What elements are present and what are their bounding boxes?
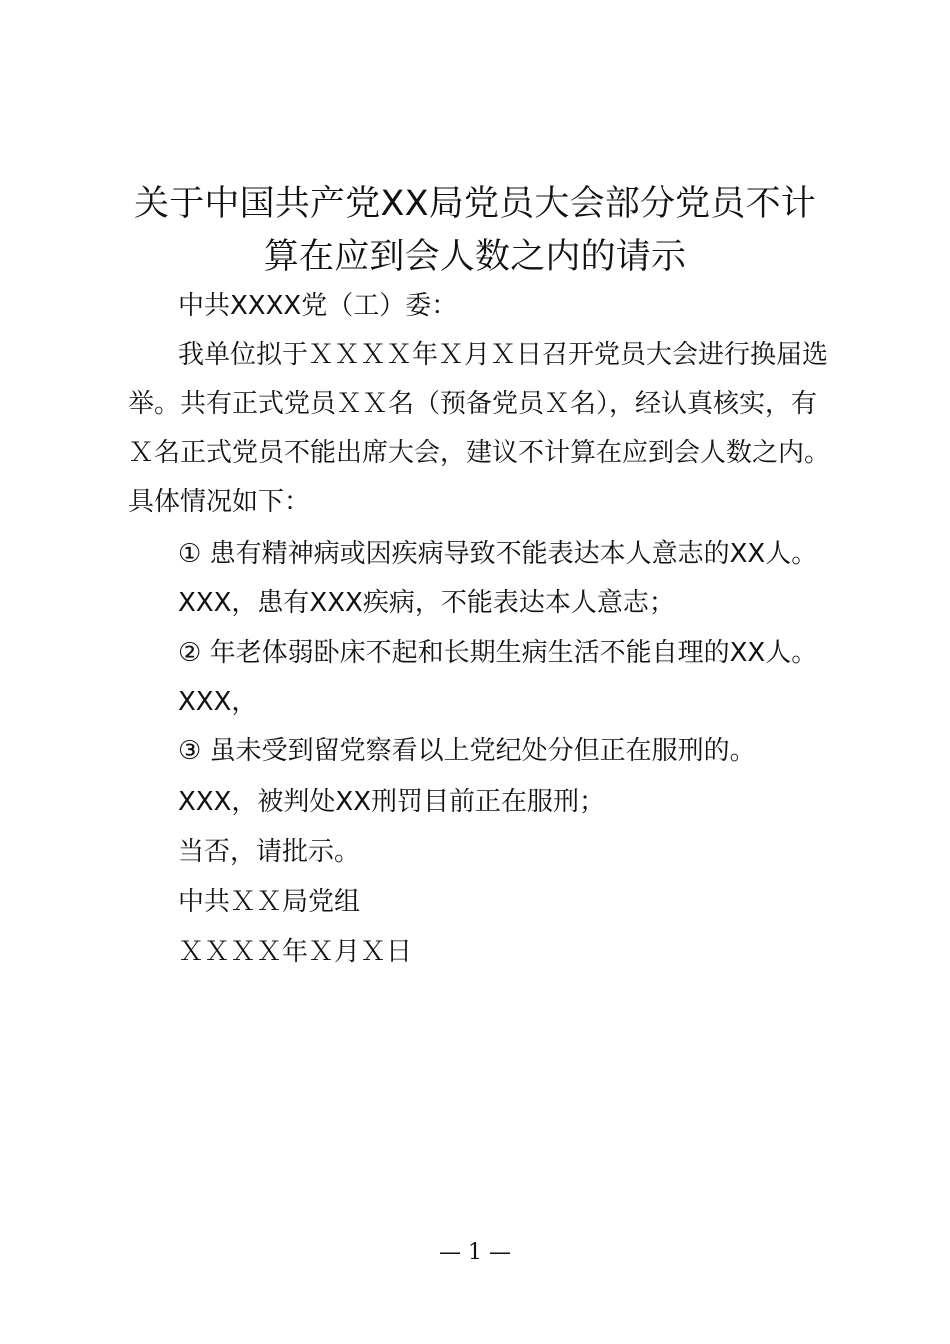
signature: 中共ＸＸ局党组 — [178, 887, 361, 917]
item-1-detail: XXX，患有XXX疾病，不能表达本人意志； — [178, 588, 675, 618]
item-2-detail: XXX， — [178, 687, 258, 717]
body-line-1: 我单位拟于ＸＸＸＸ年Ｘ月Ｘ日召开党员大会进行换届选 — [178, 340, 829, 370]
document-date: ＸＸＸＸ年Ｘ月Ｘ日 — [178, 937, 413, 967]
page-number: — 1 — — [439, 1240, 511, 1265]
salutation: 中共XXXX党（工）委： — [178, 291, 458, 321]
body-line-2: 举。共有正式党员ＸＸ名（预备党员Ｘ名），经认真核实，有 — [128, 389, 818, 419]
title-line-1: 关于中国共产党XX局党员大会部分党员不计 — [134, 184, 816, 224]
item-1: ① 患有精神病或因疾病导致不能表达本人意志的XX人。 — [178, 539, 818, 569]
title-line-2: 算在应到会人数之内的请示 — [263, 237, 687, 277]
item-3: ③ 虽未受到留党察看以上党纪处分但正在服刑的。 — [178, 736, 756, 766]
item-3-detail: XXX，被判处XX刑罚目前正在服刑； — [178, 787, 606, 817]
document-title — [120, 178, 830, 284]
body-line-4: 具体情况如下： — [128, 487, 311, 517]
body-line-3: Ｘ名正式党员不能出席大会，建议不计算在应到会人数之内。 — [128, 438, 831, 468]
closing-request: 当否，请批示。 — [178, 837, 361, 867]
item-2: ② 年老体弱卧床不起和长期生病生活不能自理的XX人。 — [178, 638, 818, 668]
